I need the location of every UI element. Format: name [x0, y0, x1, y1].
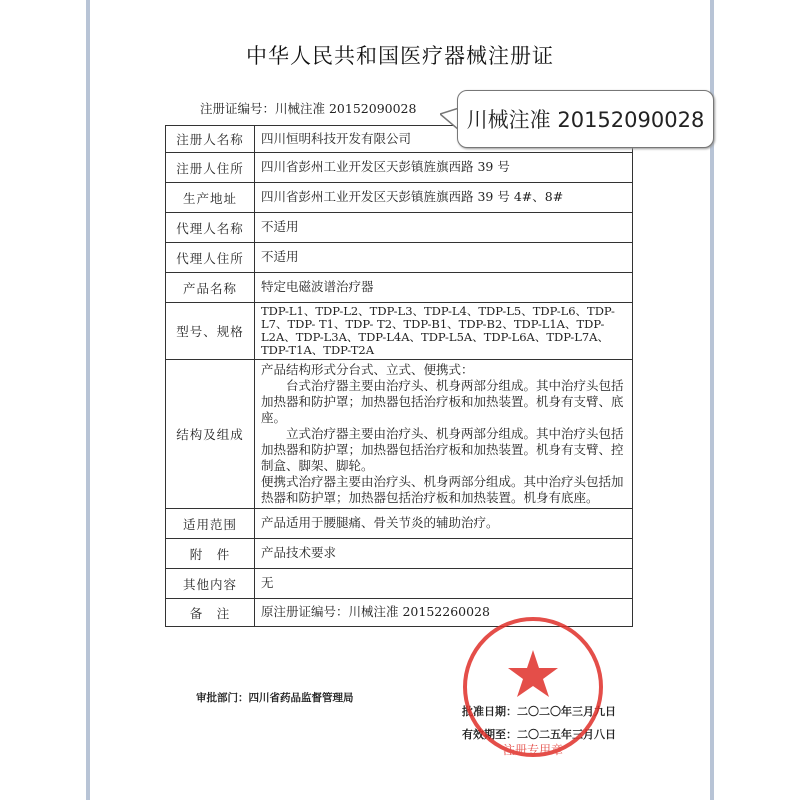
- row-label: 结构及组成: [166, 360, 255, 509]
- table-row: [166, 303, 633, 360]
- registration-number: 注册证编号：川械注准 20152090028: [200, 101, 417, 116]
- row-value: 不适用: [255, 213, 633, 243]
- approval-date: 批准日期：二〇二〇年三月九日: [462, 705, 616, 718]
- left-page-edge: [86, 0, 90, 800]
- row-label: 代理人名称: [166, 213, 255, 243]
- structure-line: 便携式治疗器主要由治疗头、机身两部分组成。其中治疗头包括加热器和防护罩；加热器包括治疗板和加热装置。机身有底座。: [261, 474, 624, 505]
- official-seal-icon: [458, 612, 608, 772]
- valid-until-date: 有效期至：二〇二五年三月八日: [462, 728, 616, 741]
- row-value: [255, 360, 633, 509]
- table-row: [166, 360, 633, 509]
- table-row: [166, 213, 633, 243]
- row-value: 四川恒明科技开发有限公司: [255, 126, 633, 153]
- row-value: 特定电磁波谱治疗器: [255, 273, 633, 303]
- row-value: 原注册证编号：川械注准 20152260028: [255, 599, 633, 627]
- row-label: 其他内容: [166, 569, 255, 599]
- structure-line: 台式治疗器主要由治疗头、机身两部分组成。其中治疗头包括加热器和防护罩；加热器包括治疗板和加热装置。机身有支臂、底座。: [261, 378, 624, 425]
- row-label: 附 件: [166, 539, 255, 569]
- row-value: 无: [255, 569, 633, 599]
- approval-department: 审批部门：四川省药品监督管理局: [196, 692, 354, 704]
- row-label: 生产地址: [166, 183, 255, 213]
- row-value: TDP-L1、TDP-L2、TDP-L3、TDP-L4、TDP-L5、TDP-L6、TDP-L7、TDP- T1、TDP- T2、TDP-B1、TDP-B2、TDP-L1A、TDP-L2A、TDP-L3A、TDP-L4A、TDP-L5A、TDP-L6A、TDP-L7A、TDP-T1A、TDP-T2A: [255, 303, 633, 360]
- row-value: 不适用: [255, 243, 633, 273]
- row-label: 注册人名称: [166, 126, 255, 153]
- row-label: 代理人住所: [166, 243, 255, 273]
- table-row: [166, 273, 633, 303]
- row-value: 四川省彭州工业开发区天彭镇旌旗西路 39 号 4#、8#: [255, 183, 633, 213]
- row-value: 四川省彭州工业开发区天彭镇旌旗西路 39 号: [255, 153, 633, 183]
- table-row: [166, 153, 633, 183]
- table-row: [166, 243, 633, 273]
- row-value: 产品适用于腰腿痛、骨关节炎的辅助治疗。: [255, 509, 633, 539]
- row-label: 备 注: [166, 599, 255, 627]
- table-row: [166, 183, 633, 213]
- certificate-table: [165, 125, 633, 627]
- row-label: 适用范围: [166, 509, 255, 539]
- row-label: 产品名称: [166, 273, 255, 303]
- svg-text:注册专用章: 注册专用章: [502, 743, 564, 757]
- document-title: 中华人民共和国医疗器械注册证: [246, 44, 554, 68]
- table-row: [166, 569, 633, 599]
- structure-line: 产品结构形式分台式、立式、便携式：: [261, 362, 474, 377]
- registration-number-callout: 川械注准 20152090028: [457, 90, 714, 148]
- row-label: 注册人住所: [166, 153, 255, 183]
- structure-line: 立式治疗器主要由治疗头、机身两部分组成。其中治疗头包括加热器和防护罩；加热器包括治疗板和加热装置。机身有支臂、控制盒、脚架、脚轮。: [261, 426, 624, 473]
- row-value: 产品技术要求: [255, 539, 633, 569]
- table-row: [166, 539, 633, 569]
- row-label: 型号、规格: [166, 303, 255, 360]
- table-row: [166, 509, 633, 539]
